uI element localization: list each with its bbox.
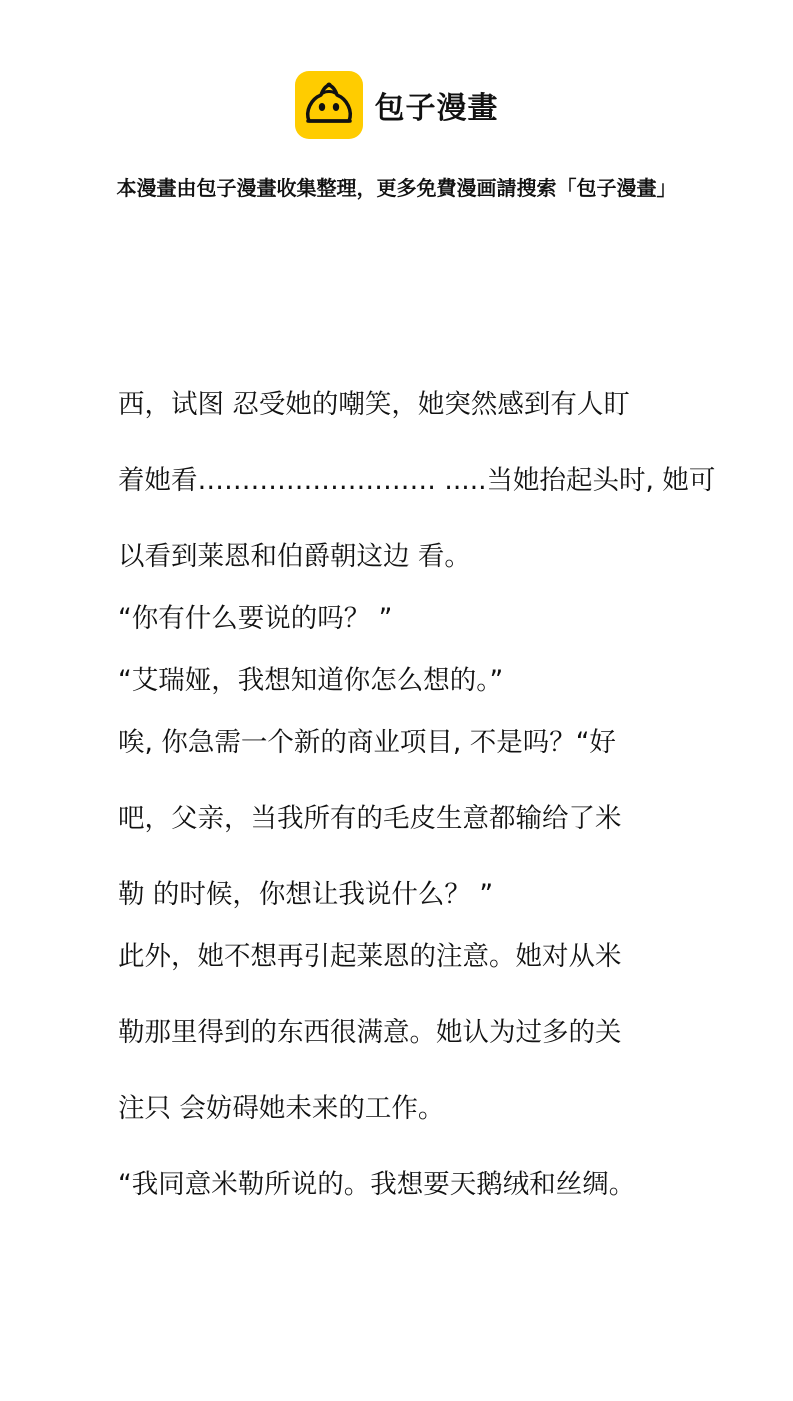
- text-line: 以看到莱恩和伯爵朝这边 看。: [118, 541, 471, 572]
- text-line: 西，试图 忍受她的嘲笑，她突然感到有人盯: [118, 389, 630, 420]
- text-line: 此外，她不想再引起莱恩的注意。她对从米: [118, 941, 622, 972]
- source-notice: 本漫畫由包子漫畫收集整理，更多免費漫画請搜索「包子漫畫」: [116, 176, 677, 200]
- brand-name: 包子漫畫: [374, 91, 499, 126]
- text-line: 勒 的时候，你想让我说什么？ ”: [118, 879, 494, 910]
- text-line: 注只 会妨碍她未来的工作。: [118, 1093, 445, 1124]
- text-line: “艾瑞娅，我想知道你怎么想的。”: [118, 665, 504, 696]
- steamed-bun-icon: [295, 71, 363, 139]
- story-text: [118, 380, 778, 1236]
- text-line: 勒那里得到的东西很满意。她认为过多的关: [118, 1017, 622, 1048]
- text-line: “我同意米勒所说的。我想要天鹅绒和丝绸。: [118, 1169, 636, 1200]
- text-line: 着她看……………………… .....当她抬起头时, 她可: [118, 465, 716, 496]
- brand-logo[interactable]: [295, 71, 499, 139]
- text-line: 唉, 你急需一个新的商业项目, 不是吗？“好: [118, 727, 616, 758]
- text-line: 吧，父亲，当我所有的毛皮生意都输给了米: [118, 803, 622, 834]
- site-header: [0, 70, 793, 140]
- text-line: “你有什么要说的吗？ ”: [118, 603, 393, 634]
